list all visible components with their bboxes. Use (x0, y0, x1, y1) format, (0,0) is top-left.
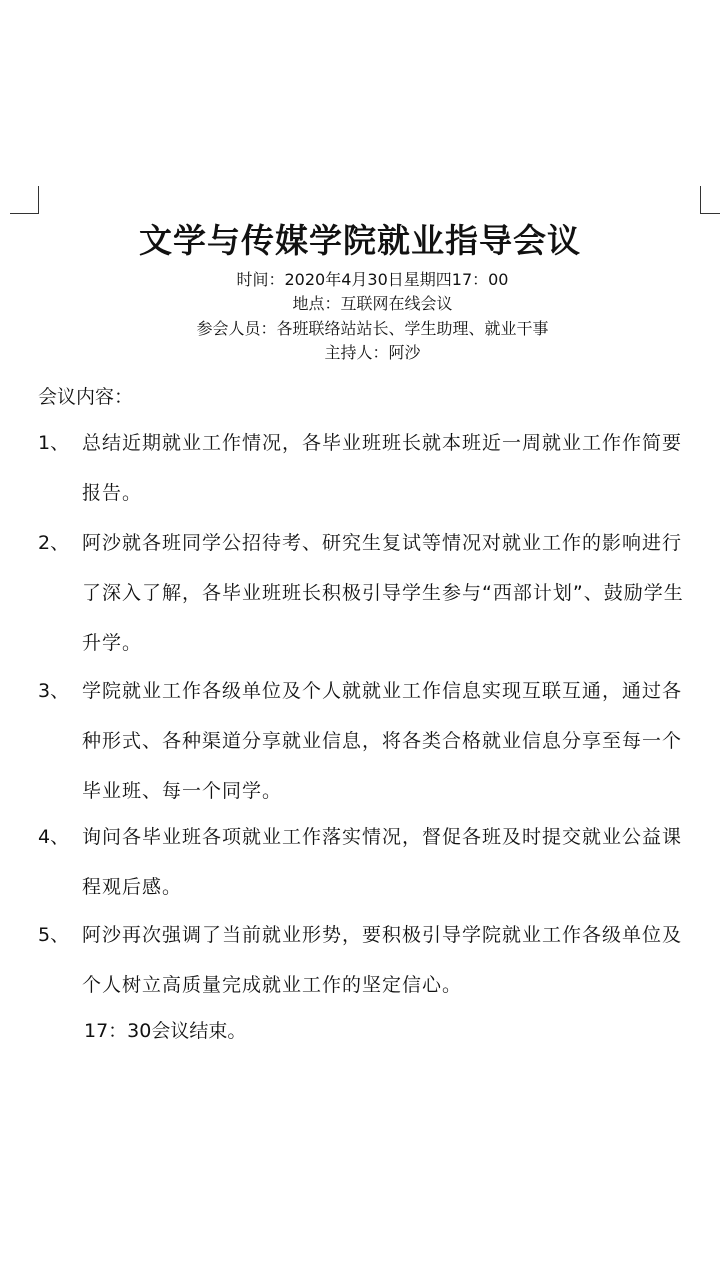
meeting-host: 主持人：阿沙 (324, 343, 421, 362)
list-item-2 (38, 518, 690, 668)
list-item-number: 5、 (38, 924, 70, 946)
list-item-number: 3、 (38, 680, 70, 702)
list-item-number: 1、 (38, 432, 70, 454)
list-item-text: 阿沙再次强调了当前就业形势，要积极引导学院就业工作各级单位及个人树立高质量完成就业工作的坚定信心。 (82, 924, 683, 996)
list-item-text: 询问各毕业班各项就业工作落实情况，督促各班及时提交就业公益课程观后感。 (82, 826, 683, 898)
meeting-attendees: 参会人员：各班联络站站长、学生助理、就业干事 (196, 319, 549, 338)
list-item-4 (38, 812, 690, 912)
meeting-location: 地点：互联网在线会议 (292, 294, 453, 313)
content-label: 会议内容： (38, 386, 134, 408)
list-item-text: 学院就业工作各级单位及个人就就业工作信息实现互联互通，通过各种形式、各种渠道分享就业信息，将各类合格就业信息分享至每一个毕业班、每一个同学。 (82, 680, 683, 802)
crop-mark-top-right (700, 186, 720, 214)
meeting-time: 时间：2020年4月30日星期四17：00 (236, 270, 509, 289)
list-item-1 (38, 418, 690, 518)
list-item-5 (38, 910, 690, 1010)
crop-mark-top-left (10, 186, 39, 214)
list-item-3 (38, 666, 690, 816)
meeting-end-note: 17：30会议结束。 (84, 1020, 247, 1042)
list-item-number: 2、 (38, 532, 70, 554)
list-item-text: 总结近期就业工作情况，各毕业班班长就本班近一周就业工作作简要报告。 (82, 432, 683, 504)
list-item-text: 阿沙就各班同学公招待考、研究生复试等情况对就业工作的影响进行了深入了解，各毕业班班长积极引导学生参与“西部计划”、鼓励学生升学。 (82, 532, 684, 654)
list-item-number: 4、 (38, 826, 70, 848)
document-title: 文学与传媒学院就业指导会议 (139, 221, 581, 260)
